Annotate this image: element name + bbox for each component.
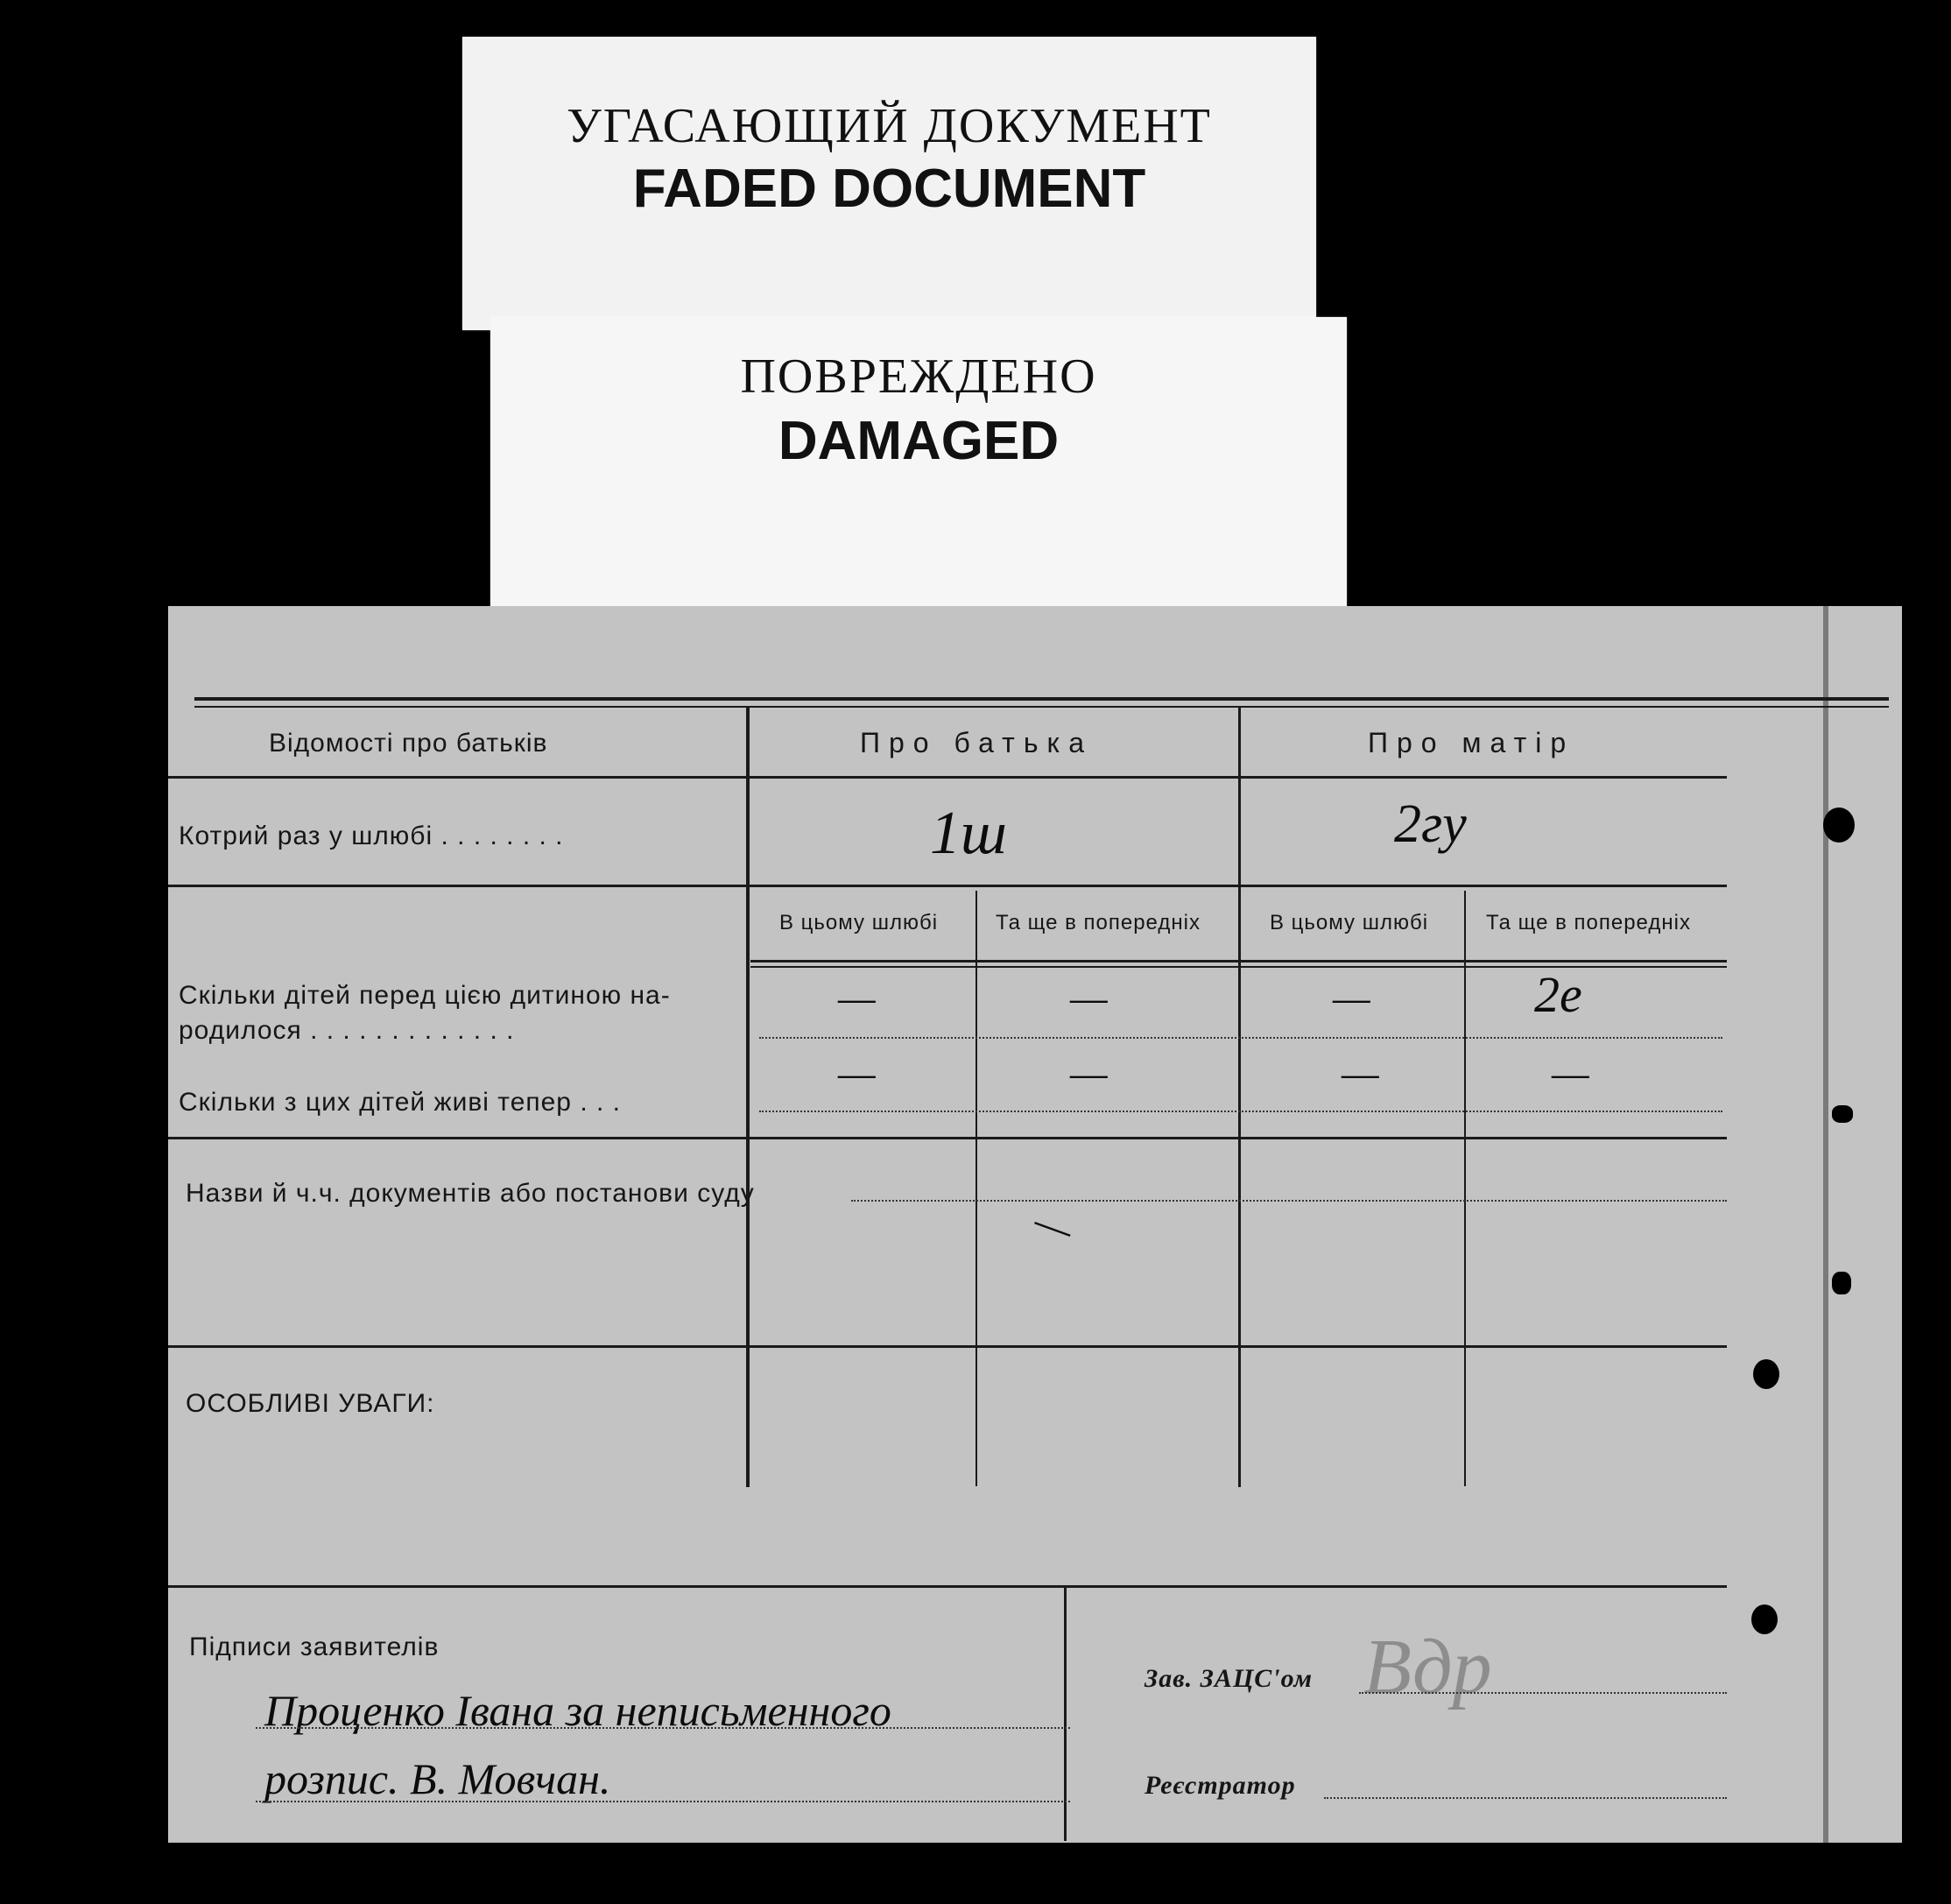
head-dotted-line — [1359, 1692, 1727, 1694]
father-alive-this-value: — — [838, 1050, 876, 1097]
mother-header: Про матір — [1368, 727, 1575, 758]
documents-bottom-rule — [168, 1345, 1727, 1348]
binding-hole — [1753, 1359, 1779, 1389]
faded-document-notice — [462, 37, 1316, 330]
faded-notice-english: FADED DOCUMENT — [632, 159, 1146, 219]
children-alive-label: Скільки з цих дітей живі тепер . . . — [179, 1088, 621, 1117]
father-sub-this-marriage: В цьому шлюбі — [779, 911, 939, 934]
father-header: Про батька — [860, 727, 1093, 758]
mother-subcolumn-divider — [1464, 891, 1466, 1486]
mother-sub-this-marriage: В цьому шлюбі — [1270, 911, 1429, 934]
alive-row-dotted-line — [759, 1111, 1722, 1112]
top-rule — [194, 697, 1889, 701]
father-marriage-count: 1ш — [930, 800, 1007, 867]
father-sub-previous: Та ще в попередніх — [996, 911, 1201, 934]
parents-header: Відомості про батьків — [269, 729, 548, 758]
binding-hole — [1751, 1604, 1778, 1634]
children-born-label-1: Скільки дітей перед цією дитиною на- — [179, 981, 671, 1010]
documents-dotted-line — [851, 1200, 1727, 1202]
damaged-notice — [490, 317, 1347, 610]
signature-line-2: розпис. В. Мовчан. — [264, 1754, 611, 1803]
registrar-label: Реєстратор — [1145, 1771, 1296, 1800]
mother-marriage-count: 2гу — [1394, 794, 1467, 854]
mother-born-prev-value: 2е — [1534, 966, 1582, 1023]
top-rule-thin — [194, 706, 1889, 708]
damaged-notice-russian: ПОВРЕЖДЕНО — [740, 349, 1097, 404]
registry-form-sheet — [168, 606, 1902, 1843]
born-row-dotted-line — [759, 1037, 1722, 1039]
remarks-label: ОСОБЛИВІ УВАГИ: — [186, 1389, 435, 1418]
father-born-prev-value: — — [1070, 975, 1108, 1021]
signature-dotted-line-1 — [256, 1727, 1070, 1729]
father-born-this-value: — — [838, 975, 876, 1021]
header-row-rule — [168, 776, 1727, 779]
documents-value: — — [1028, 1197, 1080, 1254]
binding-hole — [1823, 807, 1855, 843]
father-column-divider — [746, 708, 750, 1487]
mother-alive-prev-value: — — [1552, 1050, 1589, 1097]
children-born-label-2: родилося . . . . . . . . . . . . . — [179, 1016, 515, 1045]
signature-line-1: Проценко Івана за неписьменного — [264, 1686, 891, 1735]
signatures-label: Підписи заявителів — [189, 1633, 440, 1661]
mother-column-divider — [1238, 708, 1241, 1487]
signature-dotted-line-2 — [256, 1801, 1070, 1802]
marriage-count-label: Котрий раз у шлюбі . . . . . . . . — [179, 822, 564, 850]
damaged-notice-english: DAMAGED — [778, 411, 1060, 471]
faded-notice-russian: УГАСАЮЩИЙ ДОКУМЕНТ — [567, 99, 1212, 153]
head-signature: Вдр — [1363, 1624, 1492, 1710]
children-table-bottom-rule — [168, 1137, 1727, 1139]
head-of-registry-label: Зав. ЗАЦС'ом — [1145, 1664, 1314, 1693]
marriage-row-rule — [168, 885, 1727, 887]
subheader-rule — [750, 960, 1727, 963]
registrar-dotted-line — [1324, 1797, 1727, 1799]
father-alive-prev-value: — — [1070, 1050, 1108, 1097]
mother-born-this-value: — — [1333, 975, 1370, 1021]
documents-label: Назви й ч.ч. документів або постанови суду — [186, 1179, 755, 1208]
mother-sub-previous: Та ще в попередніх — [1486, 911, 1691, 934]
sheet-edge-shadow — [1823, 606, 1828, 1843]
paper-tear — [1832, 1105, 1853, 1123]
father-subcolumn-divider — [976, 891, 977, 1486]
paper-tear — [1832, 1272, 1851, 1294]
mother-alive-this-value: — — [1342, 1050, 1379, 1097]
remarks-bottom-rule — [168, 1585, 1727, 1588]
signature-divider — [1064, 1587, 1067, 1841]
